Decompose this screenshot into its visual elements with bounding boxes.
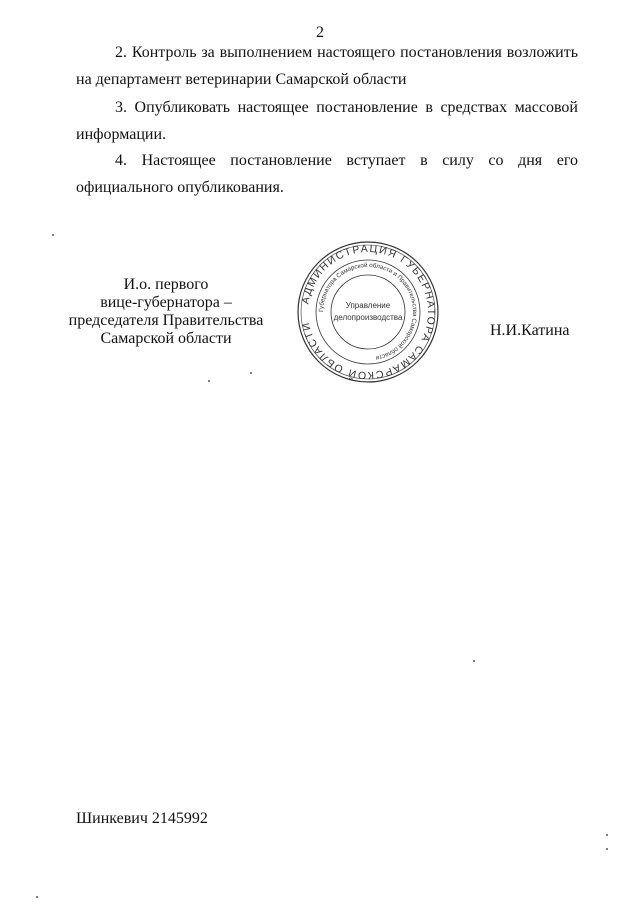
scan-speck: [606, 834, 608, 836]
signer-title-line: председателя Правительства: [68, 312, 264, 329]
executor-contact: Шинкевич 2145992: [76, 810, 208, 827]
scan-speck: [52, 234, 54, 236]
signer-title-line: И.о. первого: [123, 276, 209, 293]
signer-name: Н.И.Катина: [490, 322, 570, 339]
stamp-outer-text: АДМИНИСТРАЦИЯ ГУБЕРНАТОРА САМАРСКОЙ ОБЛАСТИ: [299, 242, 438, 382]
paragraph-item-2: [76, 39, 578, 93]
paragraph-item-3: [76, 94, 578, 148]
page-number: 2: [316, 24, 324, 41]
paragraph-text: 2. Контроль за выполнением настоящего постановления возложить на департамент ветеринарии Самарской области: [76, 44, 578, 88]
official-stamp: [296, 240, 440, 384]
paragraph-item-4: [76, 147, 578, 201]
paragraph-text: 4. Настоящее постановление вступает в силу со дня его официального опубликования.: [76, 152, 578, 196]
scan-speck: [473, 660, 475, 662]
scan-speck: [606, 848, 608, 850]
signer-title: [56, 276, 276, 348]
stamp-center-line-1: Управление: [345, 301, 391, 310]
paragraph-text: 3. Опубликовать настоящее постановление в средствах массовой информации.: [76, 99, 578, 143]
stamp-inner-text: Губернатора Самарской области и Правительства Самарской области: [317, 261, 419, 362]
scan-speck: [36, 896, 38, 898]
signer-title-line: вице-губернатора –: [100, 294, 232, 311]
scan-speck: [250, 372, 252, 374]
stamp-center-line-2: делопроизводства: [333, 313, 403, 322]
signer-title-line: Самарской области: [100, 330, 232, 347]
scan-speck: [208, 380, 210, 382]
